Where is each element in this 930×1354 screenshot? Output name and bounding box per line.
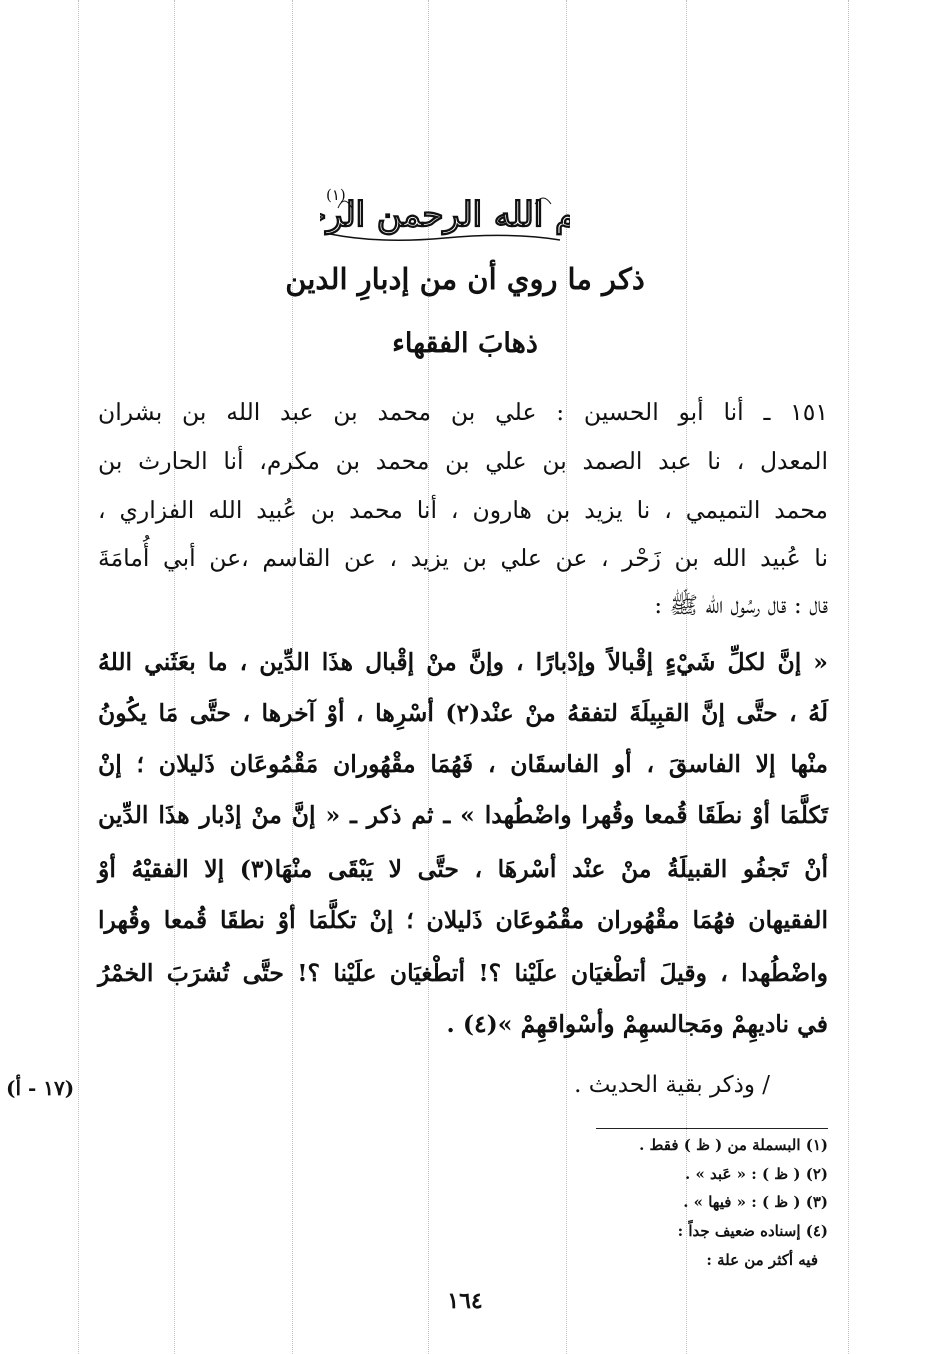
chapter-title: ذكر ما روي أن من إدبارِ الدين [285,262,645,296]
hadith-line: في ناديهِمْ ومَجالسهِمْ وأسْواقهِمْ »(٤) . [446,1010,828,1038]
guide-line [848,0,849,1354]
manuscript-folio-reference: (١٧ - أ) [6,1076,75,1100]
guide-line [78,0,79,1354]
basmala-calligraphy-drawing [320,178,570,248]
footnote: (٣) ( ظ ) : « فيها » . [683,1193,828,1211]
hadith-line: واضْطُهدا ، وقيلَ أتطْغيَان علَيْنا ؟! أتطْغيَان علَيْنا ؟! حتَّى تُشرَبَ الخمْرُ [98,959,828,987]
hadith-line: لَهُ ، حتَّى إنَّ القبِيلَةَ لتفقهُ منْ عنْد(٢) أسْرِها ، أوْ آخرها ، حتَّى مَا يكُونُ [98,699,828,727]
hadith-line: الفقيهان فهُمَا مقْهُوران مقْمُوعَان ذَليلان ؛ إنْ تكلَّمَا أوْ نطقَا قُمعا وقُهرا [98,906,828,934]
hadith-line: أنْ تَجفُو القبيلَةُ منْ عنْد أسْرهَا ، حتَّى لا يَبْقَى منْهَا(٣) إلا الفقيْهُ أوْ [98,855,828,883]
page-number: ١٦٤ [447,1288,483,1314]
basmala-text: م الله الرحمن الر [326,195,570,235]
footnote: (١) البسملة من ( ظ ) فقط . [639,1136,828,1154]
body-line: محمد التميمي ، نا يزيد بن هارون ، أنا محمد بن عُبيد الله الفزاري ، [98,496,828,524]
body-line: نا عُبيد الله بن زَحْر ، عن علي بن يزيد ، عن القاسم ،عن أبي أُمامَةَ [98,544,828,572]
hadith-line: « إنَّ لكلِّ شَيْءٍ إقْبالاً وإدْبارًا ، وإنَّ منْ إقْبال هذَا الدِّين ، ما بعَثَني اللهُ [98,648,828,676]
body-line: قال : قال رسُول الله ﷺ : [654,591,828,619]
basmala-calligraphy [320,178,570,248]
footnote: (٢) ( ظ ) : « عَبد » . [685,1165,828,1183]
footnote: (٤) إسناده ضعيف جداً : [677,1222,828,1240]
basmala-footnote-marker: (١) [326,186,346,204]
hadith-line: منْها إلا الفاسقَ ، أو الفاسقَان ، فَهُمَا مقْهُوران مَقْمُوعَان ذَليلان ؛ إنْ [98,750,828,778]
body-line: ١٥١ ـ أنا أبو الحسين : علي بن محمد بن عبد الله بن بشران [98,398,828,426]
body-line: المعدل ، نا عبد الصمد بن علي بن محمد بن مكرم، أنا الحارث بن [98,447,828,475]
footnote-separator [596,1128,828,1129]
chapter-subtitle: ذهابَ الفقهاء [392,328,538,359]
hadith-line: تَكلَّمَا أوْ نطَقَا قُمعا وقُهرا واضْطُهدا » ـ ثم ذكر ـ « إنَّ منْ إدْبار هذَا الدِّين [98,801,828,829]
footnote: فيه أكثر من علة : [706,1251,818,1269]
closing-line: / وذكر بقية الحديث . [574,1072,770,1098]
